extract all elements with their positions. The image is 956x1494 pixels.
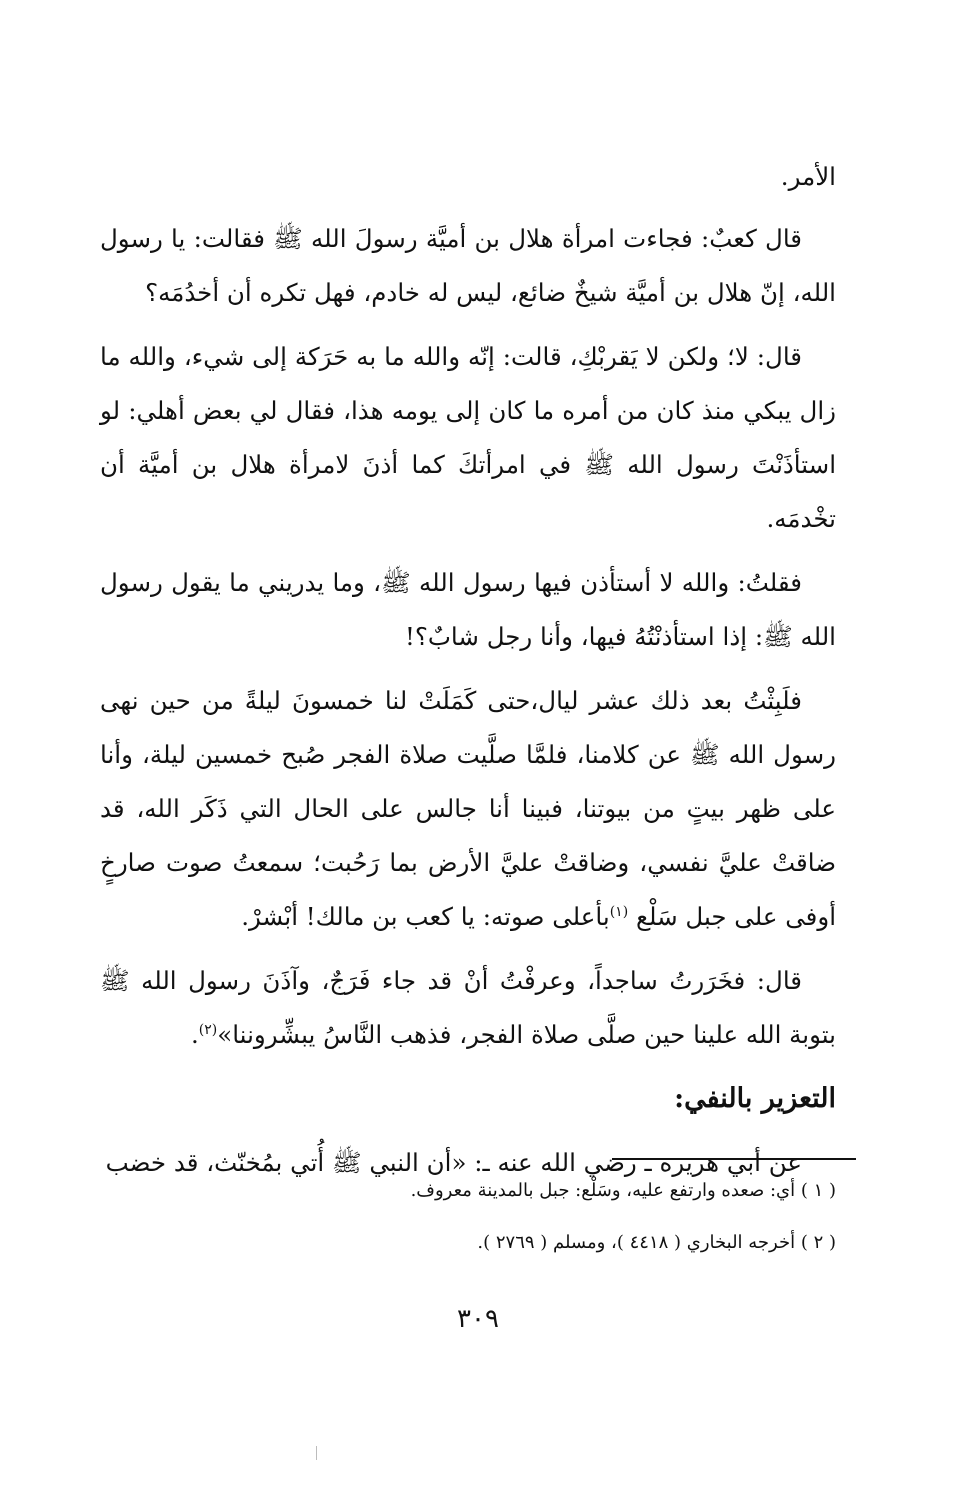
paragraph-kab-says: قال كعبٌ: فجاءت امرأة هلال بن أميَّة رسولَ الله ﷺ فقالت: يا رسول الله، إنّ هلال بن أميَّة شيخٌ ضائع، ليس له خادم، فهل تكره أن أخدُمَه؟ bbox=[100, 224, 836, 307]
paragraph-fifty-nights-text: فلَبِثْتُ بعد ذلك عشر ليال،حتى كَمَلَتْ لنا خمسونَ ليلةً من حين نهى رسول الله ﷺ عن كلامنا، فلمَّا صلَّيت صلاة الفجر صُبح خمسين ليلة، وأنا على ظهر بيتٍ من بيوتنا، فبينا أنا جالس على الحال التي ذَكَر الله، قد ضاقتْ عليَّ نفسي، وضاقتْ عليَّ الأرض بما رَحُبت؛ سمعتُ صوت صارخٍ أوفى على جبل سَلْع bbox=[100, 686, 836, 931]
paragraph-fifty-nights bbox=[100, 674, 836, 944]
footnote-2: ( ٢ ) أخرجه البخاري ( ٤٤١٨ )، ومسلم ( ٢٧٦٩ ). bbox=[477, 1232, 836, 1253]
scan-artifact bbox=[316, 1446, 317, 1460]
page-number: ٣٠٩ bbox=[457, 1304, 499, 1334]
footnotes bbox=[100, 1176, 836, 1280]
footnote-1: ( ١ ) أي: صعده وارتفع عليه، وسَلْع: جبل بالمدينة معروف. bbox=[410, 1180, 836, 1201]
paragraph-prostration-text: قال: فخَرَرتُ ساجداً، وعرفْتُ أنْ قد جاء فَرَجٌ، وآذَنَ رسول الله ﷺ بتوبة الله علينا حين صلَّى صلاة الفجر، فذهب النَّاسُ يبشِّروننا» bbox=[100, 966, 836, 1049]
footnote-divider bbox=[612, 1158, 856, 1160]
paragraph-fifty-nights-end: بأعلى صوته: يا كعب بن مالك! أبْشرْ. bbox=[241, 902, 610, 931]
paragraph-prostration bbox=[100, 954, 836, 1062]
paragraph-i-said: فقلتُ: والله لا أستأذن فيها رسول الله ﷺ، وما يدريني ما يقول رسول الله ﷺ: إذا استأذنْتُهُ فيها، وأنا رجل شابٌ؟! bbox=[100, 568, 836, 651]
footnote-ref-1[interactable]: (١) bbox=[609, 903, 629, 920]
footnote-ref-2[interactable]: (٢) bbox=[198, 1021, 218, 1038]
paragraph-abu-hurayra: عن أبي هريرة ـ رضي الله عنه ـ: «أن النبي ﷺ أُتي بمُخنّث، قد خضب bbox=[105, 1148, 802, 1177]
paragraph-continuation: الأمر. bbox=[780, 162, 836, 191]
paragraph-prostration-end: . bbox=[190, 1020, 199, 1049]
main-text bbox=[100, 150, 836, 1200]
section-heading: التعزير بالنفي: bbox=[674, 1083, 836, 1114]
paragraph-reply: قال: لا؛ ولكن لا يَقربْكِ، قالت: إنّه والله ما به حَرَكة إلى شيء، والله ما زال يبكي منذ كان من أمره ما كان إلى يومه هذا، فقال لي بعض أهلي: لو استأذَنْتَ رسول الله ﷺ في امرأتكَ كما أذنَ لامرأة هلال بن أميَّة أن تخْدمَه. bbox=[100, 342, 836, 533]
